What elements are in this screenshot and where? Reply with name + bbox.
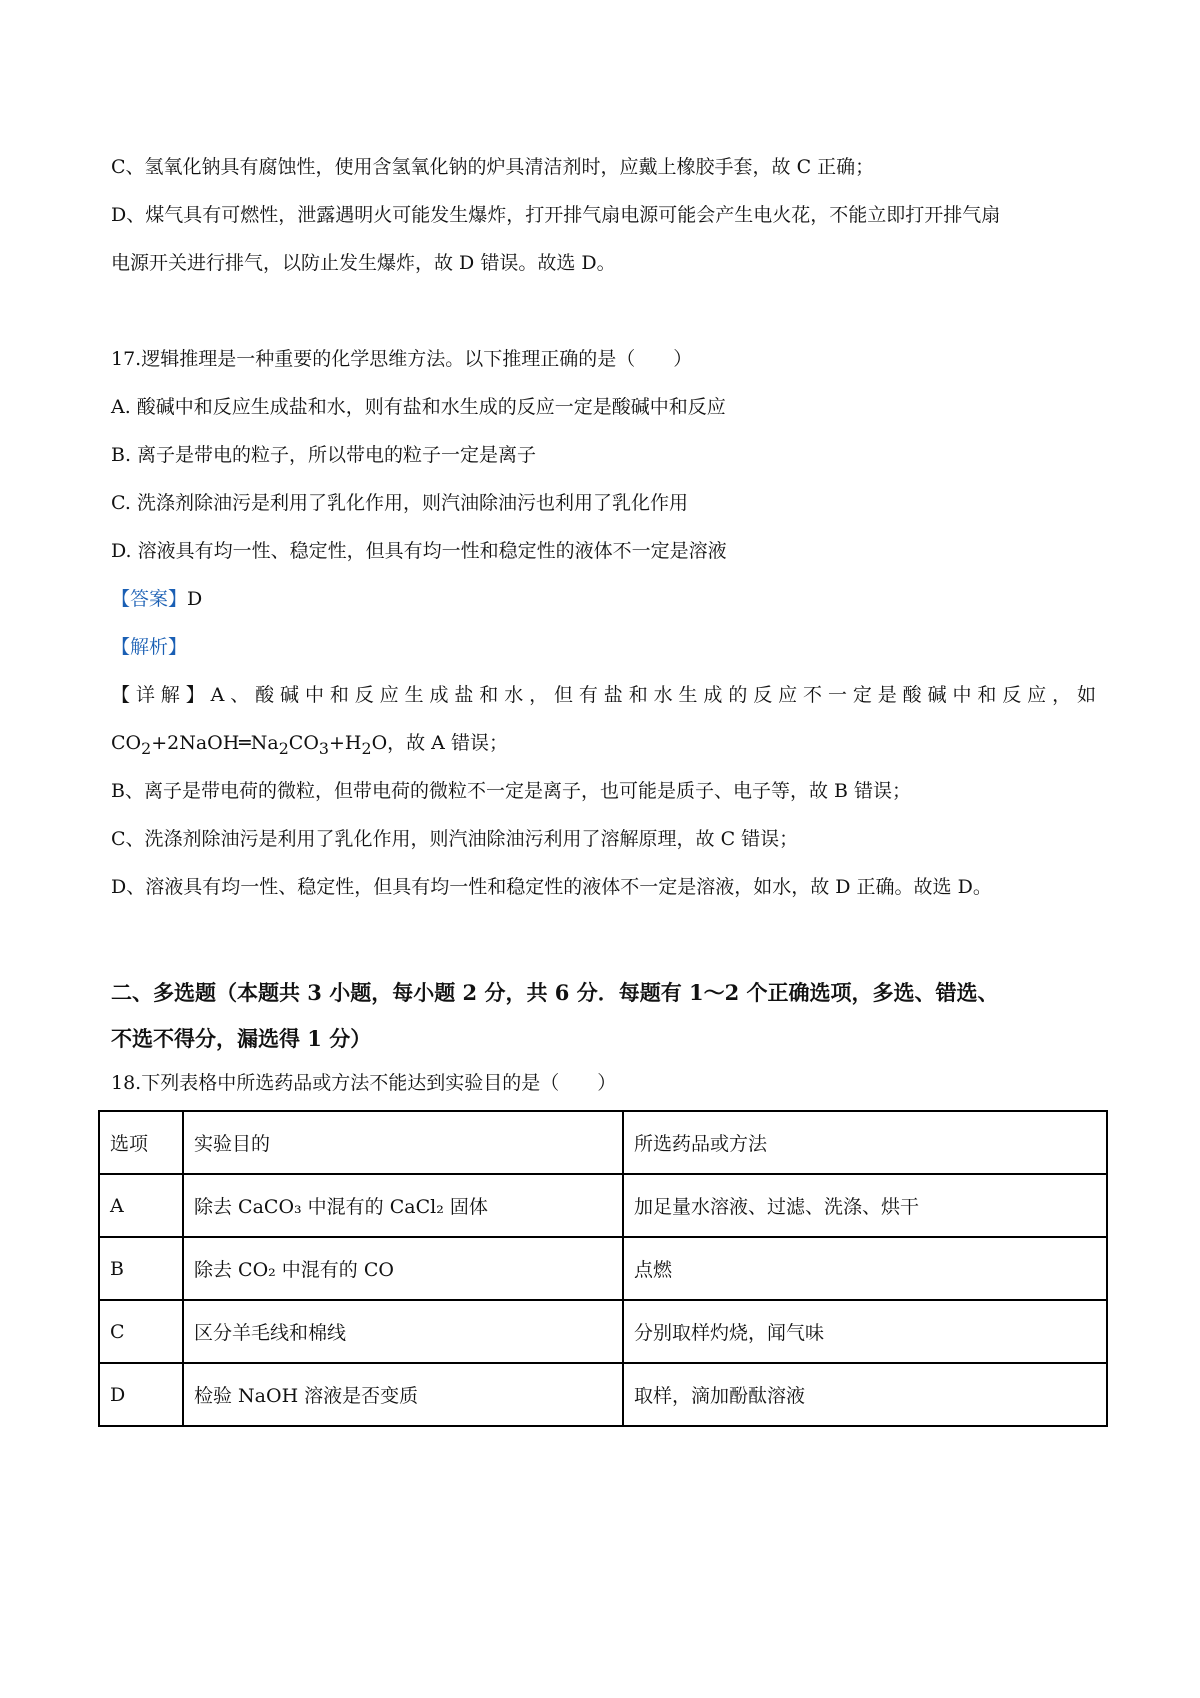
q17-stem: 17.逻辑推理是一种重要的化学思维方法。以下推理正确的是（ ） xyxy=(111,348,693,370)
answer-label: 【答案】 xyxy=(111,588,188,610)
row-option: C xyxy=(99,1300,183,1363)
q17-option-c: C. 洗涤剂除油污是利用了乳化作用，则汽油除油污也利用了乳化作用 xyxy=(111,492,688,514)
row-purpose: 检验 NaOH 溶液是否变质 xyxy=(183,1363,623,1426)
explanation-d-line1: D、煤气具有可燃性，泄露遇明火可能发生爆炸，打开排气扇电源可能会产生电火花，不能立即打开排气扇 xyxy=(111,204,1001,226)
q17-option-a: A. 酸碱中和反应生成盐和水，则有盐和水生成的反应一定是酸碱中和反应 xyxy=(111,396,726,418)
q17-detail-c: C、洗涤剂除油污是利用了乳化作用，则汽油除油污利用了溶解原理，故 C 错误； xyxy=(111,828,799,850)
table-header-row xyxy=(99,1111,1107,1174)
explanation-c: C、氢氧化钠具有腐蚀性，使用含氢氧化钠的炉具清洁剂时，应戴上橡胶手套，故 C 正确； xyxy=(111,156,875,178)
row-option: A xyxy=(99,1174,183,1237)
table-row xyxy=(99,1300,1107,1363)
table-row xyxy=(99,1174,1107,1237)
row-method: 加足量水溶液、过滤、洗涤、烘干 xyxy=(623,1174,1107,1237)
q17-detail-a-end: ，故 A 错误； xyxy=(387,732,508,754)
q18-stem: 18.下列表格中所选药品或方法不能达到实验目的是（ ） xyxy=(111,1072,617,1094)
row-method: 取样，滴加酚酞溶液 xyxy=(623,1363,1107,1426)
row-purpose: 除去 CaCO₃ 中混有的 CaCl₂ 固体 xyxy=(183,1174,623,1237)
row-purpose: 除去 CO₂ 中混有的 CO xyxy=(183,1237,623,1300)
answer-value: D xyxy=(187,588,203,610)
section-heading-line2: 不选不得分，漏选得 1 分） xyxy=(111,1026,372,1051)
row-method: 点燃 xyxy=(623,1237,1107,1300)
explanation-d-line2: 电源开关进行排气，以防止发生爆炸，故 D 错误。故选 D。 xyxy=(111,252,616,274)
q17-detail-a-equation: $CO_2+2NaOH═Na_2CO_3+H_2O$，故 A 错误； xyxy=(111,732,508,758)
row-purpose: 区分羊毛线和棉线 xyxy=(183,1300,623,1363)
row-option: B xyxy=(99,1237,183,1300)
q17-detail-d: D、溶液具有均一性、稳定性，但具有均一性和稳定性的液体不一定是溶液，如水，故 D 正确。故选 D。 xyxy=(111,876,992,898)
section-heading-line1: 二、多选题（本题共 3 小题，每小题 2 分，共 6 分．每题有 1～2 个正确选项，多选、错选、 xyxy=(111,980,999,1005)
table-row xyxy=(99,1363,1107,1426)
header-option: 选项 xyxy=(99,1111,183,1174)
analysis-label: 【解析】 xyxy=(111,636,188,658)
table-row xyxy=(99,1237,1107,1300)
header-purpose: 实验目的 xyxy=(183,1111,623,1174)
row-method: 分别取样灼烧，闻气味 xyxy=(623,1300,1107,1363)
q17-option-d: D. 溶液具有均一性、稳定性，但具有均一性和稳定性的液体不一定是溶液 xyxy=(111,540,727,562)
row-option: D xyxy=(99,1363,183,1426)
q18-table xyxy=(98,1110,1108,1427)
q17-option-b: B. 离子是带电的粒子，所以带电的粒子一定是离子 xyxy=(111,444,537,466)
q17-detail-b: B、离子是带电荷的微粒，但带电荷的微粒不一定是离子，也可能是质子、电子等，故 B 错误； xyxy=(111,780,912,802)
header-method: 所选药品或方法 xyxy=(623,1111,1107,1174)
q17-answer xyxy=(111,588,202,611)
q17-detail-a: 【详解】A、酸碱中和反应生成盐和水，但有盐和水生成的反应不一定是酸碱中和反应，如 xyxy=(111,684,1096,706)
